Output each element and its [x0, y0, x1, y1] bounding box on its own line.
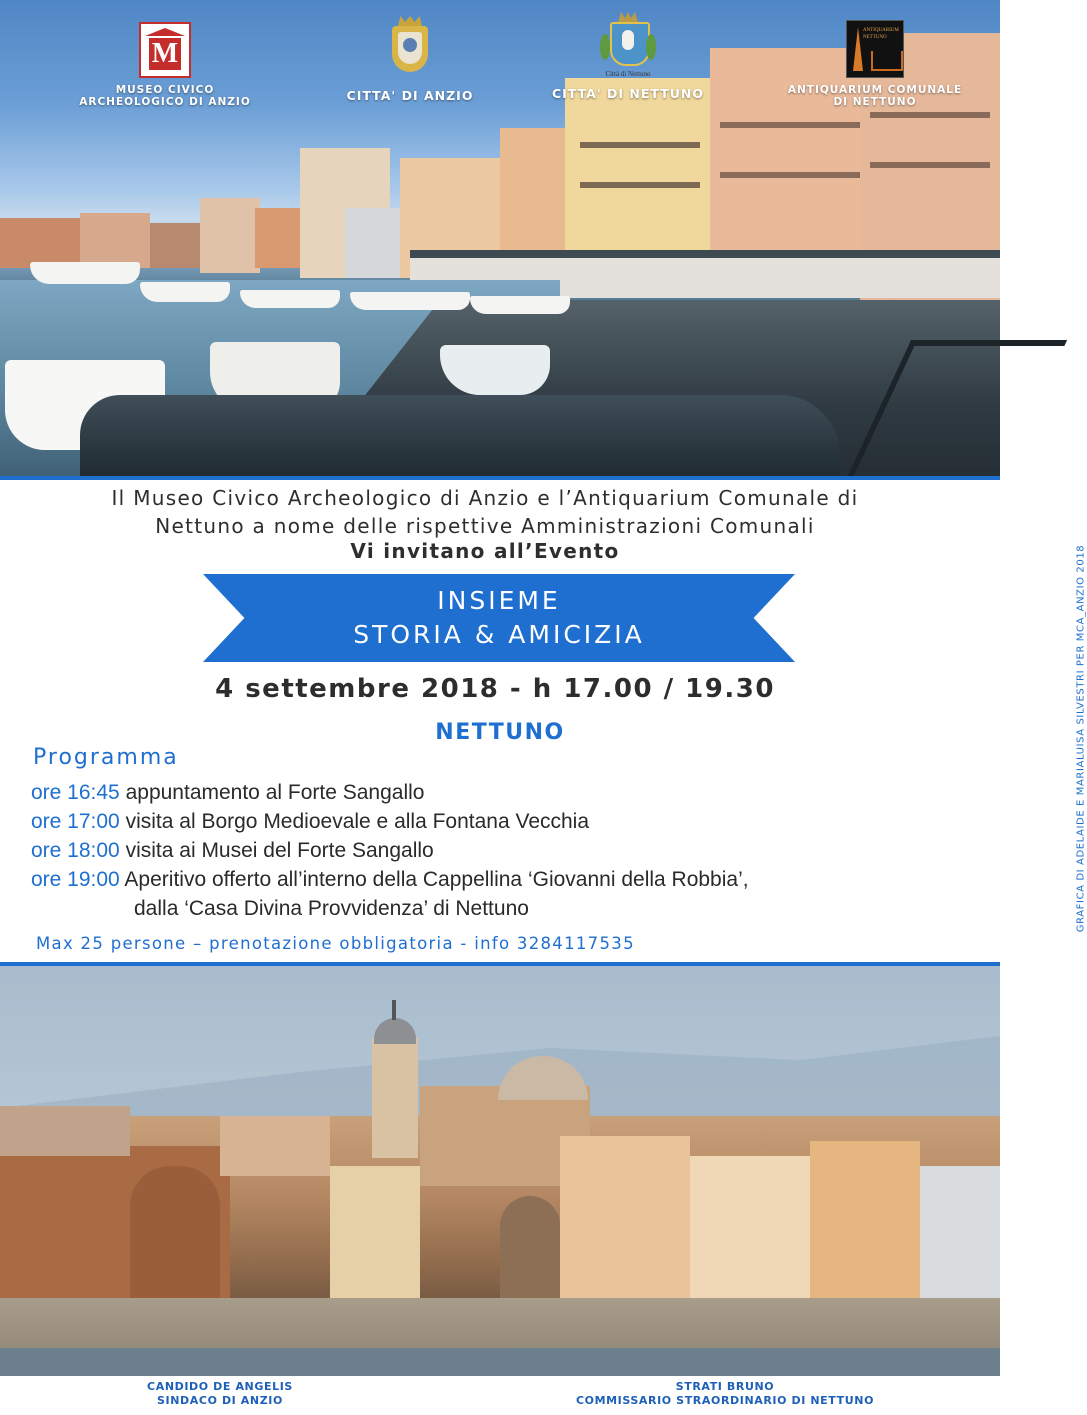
nettuno-crest-text: Città di Nettuno — [605, 70, 651, 78]
logo-caption: ANTIQUARIUM COMUNALE — [787, 84, 963, 96]
booking-info: Max 25 persone – prenotazione obbligatoria - info 3284117535 — [36, 934, 635, 953]
harbor-photo — [0, 0, 1000, 478]
logo-antiquarium — [780, 20, 970, 108]
program-item — [31, 781, 424, 805]
museum-letter: M — [149, 38, 181, 70]
nettuno-crest-icon — [600, 12, 656, 68]
logo-row — [0, 14, 1000, 114]
nettuno-photo — [0, 966, 1000, 1376]
anzio-crest-icon — [388, 16, 432, 76]
graphic-credit: GRAFICA DI ADELAIDE E MARIALUISA SILVESTRI PER MCA_ANZIO 2018 — [1075, 544, 1087, 933]
fishing-nets — [80, 395, 840, 478]
program-time: ore 18:00 — [31, 839, 120, 862]
program-text: visita ai Musei del Forte Sangallo — [119, 839, 434, 862]
invitation-line: Vi invitano all’Evento — [350, 539, 620, 563]
program-item — [31, 868, 749, 892]
logo-caption: ARCHEOLOGICO DI ANZIO — [79, 96, 251, 108]
antiquarium-logo-text: ANTIQUARIUM NETTUNO — [863, 28, 899, 40]
logo-caption: CITTA' DI NETTUNO — [551, 86, 704, 101]
program-item — [31, 810, 589, 834]
signature-name: CANDIDO DE ANGELIS — [147, 1380, 293, 1393]
program-time: ore 16:45 — [31, 781, 120, 804]
event-title-line1: INSIEME — [437, 586, 561, 615]
program-time: ore 19:00 — [31, 868, 120, 891]
intro-line: Nettuno a nome delle rispettive Amministrazioni Comunali — [155, 514, 815, 538]
signature-role: COMMISSARIO STRAORDINARIO DI NETTUNO — [575, 1394, 875, 1407]
intro-line: Il Museo Civico Archeologico di Anzio e l’Antiquarium Comunale di — [111, 486, 859, 510]
event-title-line2: STORIA & AMICIZIA — [353, 620, 645, 649]
signature-role: SINDACO DI ANZIO — [157, 1394, 283, 1407]
event-city: NETTUNO — [435, 720, 565, 745]
program-item-continuation: dalla ‘Casa Divina Provvidenza’ di Nettuno — [134, 897, 529, 920]
program-time: ore 17:00 — [31, 810, 120, 833]
signature-nettuno — [560, 1380, 890, 1408]
logo-caption: CITTA' DI ANZIO — [346, 88, 474, 103]
sea — [0, 1348, 1000, 1376]
program-item — [31, 839, 434, 863]
program-title: Programma — [33, 745, 179, 770]
logo-museo-civico — [70, 22, 260, 108]
program-text: Aperitivo offerto all’interno della Cappellina ‘Giovanni della Robbia’, — [119, 868, 749, 891]
event-date: 4 settembre 2018 - h 17.00 / 19.30 — [215, 674, 775, 704]
top-divider — [0, 476, 1000, 480]
signature-name: STRATI BRUNO — [675, 1380, 775, 1393]
logo-caption: DI NETTUNO — [833, 96, 917, 108]
antiquarium-logo-icon — [846, 20, 904, 78]
program-text: visita al Borgo Medioevale e alla Fontana Vecchia — [119, 810, 590, 833]
logo-citta-anzio — [330, 16, 490, 102]
museum-building-icon — [139, 22, 191, 78]
logo-citta-nettuno — [538, 12, 718, 100]
program-text: appuntamento al Forte Sangallo — [119, 781, 425, 804]
logo-caption: MUSEO CIVICO — [115, 84, 215, 96]
signature-anzio — [100, 1380, 340, 1408]
